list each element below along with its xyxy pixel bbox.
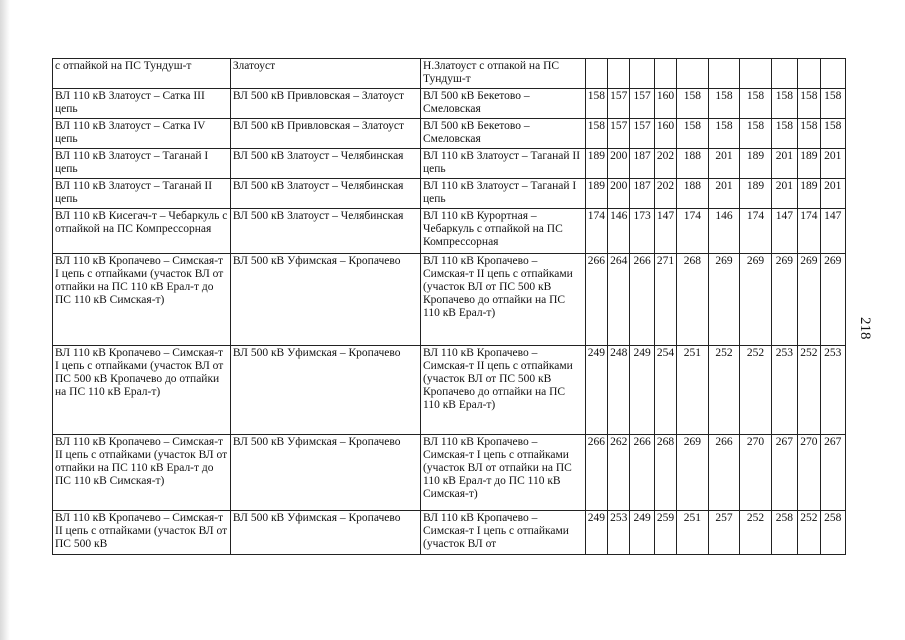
cell-controlling: ВЛ 110 кВ Кропачево – Симская-т I цепь с отпайками (участок ВЛ от [421, 511, 586, 555]
cell-value: 200 [608, 149, 630, 179]
cell-value: 158 [585, 89, 607, 119]
cell-value: 189 [740, 149, 772, 179]
table-body [53, 59, 846, 555]
cell-value: 158 [708, 119, 740, 149]
cell-controlling: Н.Златоуст с отпакой на ПС Тундуш-т [421, 59, 586, 89]
cell-value: 202 [654, 179, 676, 209]
line-limits-table [52, 58, 846, 555]
page-number: 218 [857, 316, 873, 340]
cell-value: 201 [771, 179, 797, 209]
cell-value: 266 [630, 435, 654, 511]
cell-value: 174 [740, 209, 772, 254]
cell-value: 252 [798, 346, 820, 435]
cell-value [608, 59, 630, 89]
cell-value [771, 59, 797, 89]
cell-value [820, 59, 846, 89]
cell-value: 252 [708, 346, 740, 435]
cell-value: 249 [585, 346, 607, 435]
table-row [53, 119, 846, 149]
cell-value: 147 [820, 209, 846, 254]
cell-value: 266 [585, 254, 607, 346]
table-row [53, 254, 846, 346]
cell-value: 202 [654, 149, 676, 179]
cell-line: ВЛ 110 кВ Кропачево – Симская-т I цепь с отпайками (участок ВЛ от ПС 500 кВ Кропачево до отпайки на ПС 110 кВ Ерал-т) [53, 346, 231, 435]
cell-value: 201 [820, 179, 846, 209]
cell-value: 187 [630, 149, 654, 179]
cell-value: 187 [630, 179, 654, 209]
cell-value: 157 [630, 89, 654, 119]
cell-value: 253 [820, 346, 846, 435]
cell-value: 267 [771, 435, 797, 511]
cell-value: 201 [771, 149, 797, 179]
cell-value: 264 [608, 254, 630, 346]
cell-value: 266 [630, 254, 654, 346]
cell-value: 268 [654, 435, 676, 511]
cell-value: 269 [740, 254, 772, 346]
cell-value: 252 [798, 511, 820, 555]
cell-value: 146 [708, 209, 740, 254]
table-row [53, 149, 846, 179]
cell-disconnected: ВЛ 500 кВ Златоуст – Челябинская [230, 149, 420, 179]
cell-value: 271 [654, 254, 676, 346]
cell-value: 157 [630, 119, 654, 149]
cell-value: 174 [798, 209, 820, 254]
cell-value: 173 [630, 209, 654, 254]
table-row [53, 511, 846, 555]
cell-controlling: ВЛ 500 кВ Бекетово – Смеловская [421, 119, 586, 149]
cell-disconnected: ВЛ 500 кВ Уфимская – Кропачево [230, 254, 420, 346]
cell-value: 262 [608, 435, 630, 511]
cell-line: ВЛ 110 кВ Златоуст – Таганай I цепь [53, 149, 231, 179]
cell-value: 158 [740, 89, 772, 119]
cell-value: 146 [608, 209, 630, 254]
cell-value: 158 [677, 89, 709, 119]
cell-value [677, 59, 709, 89]
cell-value [798, 59, 820, 89]
cell-controlling: ВЛ 110 кВ Кропачево – Симская-т II цепь с отпайками (участок ВЛ от ПС 500 кВ Кропачево до отпайки на ПС 110 кВ Ерал-т) [421, 346, 586, 435]
cell-value: 157 [608, 119, 630, 149]
cell-value [585, 59, 607, 89]
cell-value: 157 [608, 89, 630, 119]
cell-value: 158 [820, 119, 846, 149]
cell-value [708, 59, 740, 89]
cell-value: 251 [677, 511, 709, 555]
cell-value: 189 [585, 179, 607, 209]
cell-line: ВЛ 110 кВ Златоуст – Сатка III цепь [53, 89, 231, 119]
cell-value: 201 [708, 179, 740, 209]
cell-disconnected: Златоуст [230, 59, 420, 89]
cell-disconnected: ВЛ 500 кВ Уфимская – Кропачево [230, 511, 420, 555]
cell-controlling: ВЛ 500 кВ Бекетово – Смеловская [421, 89, 586, 119]
cell-value [630, 59, 654, 89]
cell-value: 266 [585, 435, 607, 511]
cell-disconnected: ВЛ 500 кВ Привловская – Златоуст [230, 89, 420, 119]
cell-value: 158 [740, 119, 772, 149]
cell-disconnected: ВЛ 500 кВ Уфимская – Кропачево [230, 346, 420, 435]
cell-value: 189 [585, 149, 607, 179]
cell-value: 266 [708, 435, 740, 511]
cell-controlling: ВЛ 110 кВ Кропачево – Симская-т I цепь с отпайками (участок ВЛ от отпайки на ПС 110 кВ Ерал-т до ПС 110 кВ Симская-т) [421, 435, 586, 511]
cell-value: 158 [708, 89, 740, 119]
cell-value: 189 [740, 179, 772, 209]
cell-value: 249 [630, 511, 654, 555]
cell-value: 188 [677, 149, 709, 179]
cell-line: ВЛ 110 кВ Кропачево – Симская-т I цепь с отпайками (участок ВЛ от отпайки на ПС 110 кВ Ерал-т до ПС 110 кВ Симская-т) [53, 254, 231, 346]
cell-value: 158 [771, 89, 797, 119]
table-row [53, 59, 846, 89]
cell-value: 249 [630, 346, 654, 435]
cell-value: 270 [740, 435, 772, 511]
cell-controlling: ВЛ 110 кВ Златоуст – Таганай I цепь [421, 179, 586, 209]
cell-line: с отпайкой на ПС Тундуш-т [53, 59, 231, 89]
cell-disconnected: ВЛ 500 кВ Златоуст – Челябинская [230, 179, 420, 209]
cell-value: 248 [608, 346, 630, 435]
cell-value: 158 [585, 119, 607, 149]
cell-value: 200 [608, 179, 630, 209]
cell-value: 269 [798, 254, 820, 346]
cell-disconnected: ВЛ 500 кВ Златоуст – Челябинская [230, 209, 420, 254]
cell-line: ВЛ 110 кВ Кропачево – Симская-т II цепь с отпайками (участок ВЛ от отпайки на ПС 110 кВ Ерал-т до ПС 110 кВ Симская-т) [53, 435, 231, 511]
cell-value: 158 [820, 89, 846, 119]
cell-value: 258 [820, 511, 846, 555]
cell-value: 259 [654, 511, 676, 555]
scan-edge-shadow [0, 0, 10, 640]
cell-value: 269 [708, 254, 740, 346]
table-row [53, 346, 846, 435]
cell-disconnected: ВЛ 500 кВ Привловская – Златоуст [230, 119, 420, 149]
table-row [53, 179, 846, 209]
cell-value: 249 [585, 511, 607, 555]
cell-value: 201 [820, 149, 846, 179]
table-row [53, 209, 846, 254]
cell-value: 147 [654, 209, 676, 254]
cell-value: 158 [798, 119, 820, 149]
cell-value: 251 [677, 346, 709, 435]
cell-value: 258 [771, 511, 797, 555]
cell-value [654, 59, 676, 89]
cell-line: ВЛ 110 кВ Златоуст – Таганай II цепь [53, 179, 231, 209]
cell-value: 254 [654, 346, 676, 435]
cell-value: 188 [677, 179, 709, 209]
cell-value: 267 [820, 435, 846, 511]
cell-value: 201 [708, 149, 740, 179]
cell-value: 268 [677, 254, 709, 346]
cell-controlling: ВЛ 110 кВ Кропачево – Симская-т II цепь с отпайками (участок ВЛ от ПС 500 кВ Кропачево до отпайки на ПС 110 кВ Ерал-т) [421, 254, 586, 346]
cell-value: 158 [798, 89, 820, 119]
cell-value: 253 [771, 346, 797, 435]
cell-value [740, 59, 772, 89]
cell-value: 158 [677, 119, 709, 149]
cell-line: ВЛ 110 кВ Кисегач-т – Чебаркуль с отпайкой на ПС Компрессорная [53, 209, 231, 254]
cell-controlling: ВЛ 110 кВ Курортная – Чебаркуль с отпайкой на ПС Компрессорная [421, 209, 586, 254]
cell-value: 269 [677, 435, 709, 511]
cell-value: 158 [771, 119, 797, 149]
cell-disconnected: ВЛ 500 кВ Уфимская – Кропачево [230, 435, 420, 511]
cell-line: ВЛ 110 кВ Кропачево – Симская-т II цепь с отпайками (участок ВЛ от ПС 500 кВ [53, 511, 231, 555]
cell-value: 147 [771, 209, 797, 254]
cell-controlling: ВЛ 110 кВ Златоуст – Таганай II цепь [421, 149, 586, 179]
cell-value: 252 [740, 346, 772, 435]
cell-value: 160 [654, 119, 676, 149]
cell-value: 189 [798, 149, 820, 179]
cell-value: 270 [798, 435, 820, 511]
cell-value: 174 [677, 209, 709, 254]
cell-value: 257 [708, 511, 740, 555]
cell-value: 269 [820, 254, 846, 346]
cell-value: 252 [740, 511, 772, 555]
table-row [53, 89, 846, 119]
cell-value: 160 [654, 89, 676, 119]
cell-value: 174 [585, 209, 607, 254]
cell-value: 189 [798, 179, 820, 209]
table-row [53, 435, 846, 511]
cell-line: ВЛ 110 кВ Златоуст – Сатка IV цепь [53, 119, 231, 149]
cell-value: 253 [608, 511, 630, 555]
cell-value: 269 [771, 254, 797, 346]
